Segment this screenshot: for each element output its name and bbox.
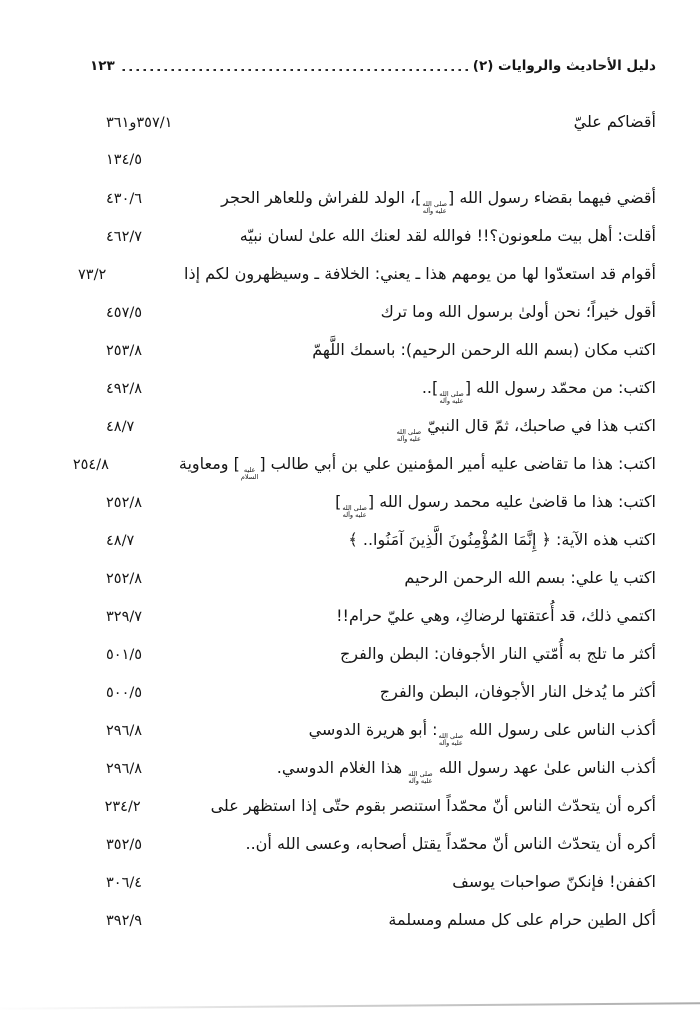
entry-text: أقضاكم عليّ bbox=[573, 112, 656, 131]
entry-ref: ٥٠٠/٥ bbox=[106, 685, 143, 701]
index-entry-row bbox=[106, 863, 656, 901]
entry-text: أكل الطين حرام على كل مسلم ومسلمة bbox=[388, 910, 656, 929]
entry-text: أقول خيراً؛ نحن أولىٰ برسول الله وما ترك bbox=[380, 302, 656, 321]
entry-text: أكره أن يتحدّث الناس أنّ محمّداً استنصر بقوم حتّى إذا استظهر على bbox=[210, 796, 656, 815]
entry-ref: ٣٥٧/١و٣٦١ bbox=[106, 115, 173, 131]
index-entry-row bbox=[106, 179, 656, 217]
entry-ref: ٣٠٦/٤ bbox=[106, 875, 143, 891]
entry-ref: ٢٥٢/٨ bbox=[106, 495, 143, 511]
index-entry-row bbox=[106, 217, 656, 255]
index-entry-row bbox=[106, 407, 656, 445]
entry-text: أكذب الناس على رسول الله صلى الله عليه وآله : أبو هريرة الدوسي bbox=[308, 720, 656, 748]
entry-ref: ٤٦٢/٧ bbox=[106, 229, 143, 245]
entry-text: اكتب: هذا ما تقاضى عليه أمير المؤمنين علي بن أبي طالب [ عليه السلام ] ومعاوية bbox=[178, 454, 656, 482]
entry-ref: ٢٩٦/٨ bbox=[106, 761, 143, 777]
entry-text: أقلت: أهل بيت ملعونون؟!! فوالله لقد لعنك الله علىٰ لسان نبيّه bbox=[239, 226, 656, 245]
sallallahu-alayhi-wa-alihi-seal-icon: صلى الله عليه وآله bbox=[408, 770, 433, 786]
hadith-index-list bbox=[72, 103, 656, 939]
index-entry-row bbox=[106, 483, 656, 521]
page-number: ١٢٣ bbox=[90, 58, 115, 74]
index-entry-row bbox=[106, 901, 656, 939]
entry-text: اكتمي ذلك، قد أُعتقتها لرضاكِ، وهي عليّ حرام!! bbox=[336, 606, 656, 625]
index-entry-row bbox=[106, 825, 656, 863]
entry-ref: ٤٩٢/٨ bbox=[106, 381, 143, 397]
sallallahu-alayhi-wa-alihi-seal-icon: صلى الله عليه وآله bbox=[422, 200, 447, 216]
page-header bbox=[90, 58, 656, 74]
entry-ref: ٥٠١/٥ bbox=[106, 647, 143, 663]
index-entry-row bbox=[106, 331, 656, 369]
index-entry-row bbox=[78, 255, 656, 293]
entry-ref: ٣٩٢/٩ bbox=[106, 913, 143, 929]
entry-ref: ٤٨/٧ bbox=[106, 419, 135, 435]
entry-ref: ٣٥٢/٥ bbox=[106, 837, 143, 853]
index-entry-row bbox=[106, 635, 656, 673]
index-entry-row bbox=[106, 787, 656, 825]
sallallahu-alayhi-wa-alihi-seal-icon: صلى الله عليه وآله bbox=[342, 504, 367, 520]
entry-text: اكتب يا علي: بسم الله الرحمن الرحيم bbox=[404, 568, 656, 587]
index-entry-row bbox=[106, 597, 656, 635]
entry-ref: ٢٥٢/٨ bbox=[106, 571, 143, 587]
entry-text: اكتب: من محمّد رسول الله [ صلى الله عليه وآله ].. bbox=[421, 378, 656, 406]
index-entry-row bbox=[106, 749, 656, 787]
entry-ref: ٢٣٤/٢ bbox=[104, 799, 141, 815]
entry-text: أقضي فيهما بقضاء رسول الله [ صلى الله عليه وآله ]، الولد للفراش وللعاهر الحجر bbox=[221, 188, 656, 216]
entry-text: اكتب: هذا ما قاضىٰ عليه محمد رسول الله [ صلى الله عليه وآله ] bbox=[335, 492, 656, 520]
index-entry-row bbox=[106, 673, 656, 711]
entry-ref: ٢٩٦/٨ bbox=[106, 723, 143, 739]
entry-text: أكره أن يتحدّث الناس أنّ محمّداً يقتل أصحابه، وعسى الله أن.. bbox=[245, 834, 656, 853]
entry-ref: ٢٥٣/٨ bbox=[106, 343, 143, 359]
entry-text: أكذب الناس علىٰ عهد رسول الله صلى الله عليه وآله هذا الغلام الدوسي. bbox=[276, 758, 656, 786]
entry-ref: ٣٢٩/٧ bbox=[106, 609, 143, 625]
index-entry-row bbox=[106, 369, 656, 407]
index-entry-row bbox=[106, 521, 656, 559]
entry-text: أكثر ما يُدخل النار الأجوفان، البطن والفرج bbox=[379, 682, 656, 701]
entry-text: اكتب هذا في صاحبك، ثمّ قال النبيّ صلى الله عليه وآله bbox=[396, 416, 656, 444]
index-entry-row bbox=[106, 141, 656, 179]
running-title: دليل الأحاديث والروايات (٢) bbox=[472, 58, 656, 74]
sallallahu-alayhi-wa-alihi-seal-icon: صلى الله عليه وآله bbox=[439, 390, 464, 406]
entry-ref: ١٣٤/٥ bbox=[106, 152, 143, 168]
sallallahu-alayhi-wa-alihi-seal-icon: صلى الله عليه وآله bbox=[396, 428, 422, 444]
entry-text: اكففن! فإنكنّ صواحبات يوسف bbox=[452, 872, 656, 891]
entry-text: أقوام قد استعدّوا لها من يومهم هذا ـ يعني: الخلافة ـ وسيظهرون لكم إذا bbox=[184, 264, 656, 283]
alayhis-salam-seal-icon: عليه السلام bbox=[240, 466, 259, 482]
entry-ref: ٤٨/٧ bbox=[106, 533, 135, 549]
entry-text: اكتب مكان (بسم الله الرحمن الرحيم): باسمك اللَّهمّ bbox=[312, 340, 656, 359]
dotted-leader bbox=[120, 69, 468, 72]
entry-ref: ٤٥٧/٥ bbox=[106, 305, 143, 321]
entry-text: أكثر ما تلج به أُمّتي النار الأجوفان: البطن والفرج bbox=[339, 644, 656, 663]
entry-text: اكتب هذه الآية: ﴿ إِنَّمَا المُؤْمِنُونَ الَّذِينَ آمَنُوا.. ﴾ bbox=[348, 530, 656, 549]
index-entry-row bbox=[106, 559, 656, 597]
index-entry-row bbox=[106, 293, 656, 331]
entry-ref: ٧٣/٢ bbox=[78, 267, 107, 283]
index-entry-row bbox=[106, 711, 656, 749]
entry-ref: ٤٣٠/٦ bbox=[106, 191, 143, 207]
sallallahu-alayhi-wa-alihi-seal-icon: صلى الله عليه وآله bbox=[438, 732, 464, 748]
index-entry-row bbox=[72, 445, 656, 483]
page-edge-shadow bbox=[0, 1002, 700, 1010]
entry-ref: ٢٥٤/٨ bbox=[72, 457, 109, 473]
index-entry-row bbox=[106, 103, 656, 141]
